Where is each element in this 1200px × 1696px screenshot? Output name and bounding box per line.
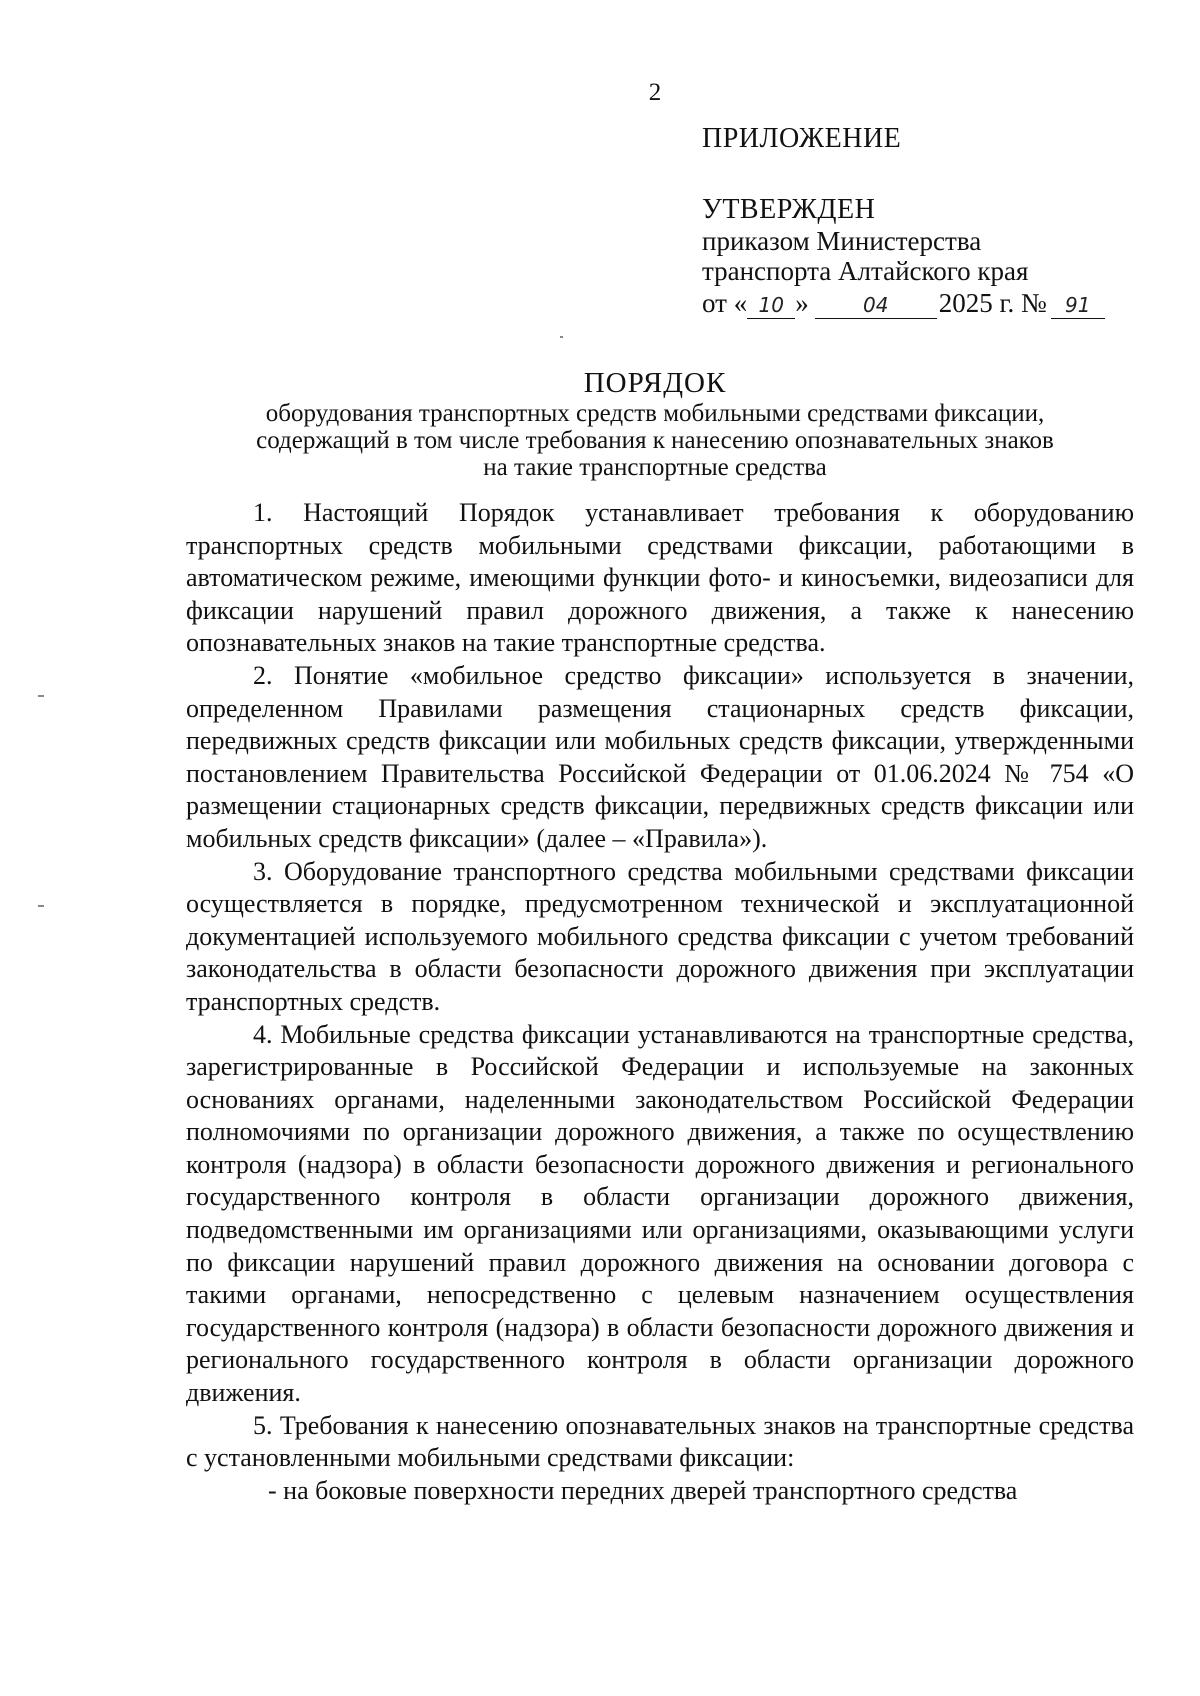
approval-line: транспорта Алтайского края: [702, 256, 1029, 286]
scan-speck: [38, 905, 44, 907]
document-heading: [180, 366, 1130, 481]
paragraph-2: 2. Понятие «мобильное средство фиксации» используется в значении, определенном Правилами размещения стационарных средств фиксации, передвижных средств фиксации или мобильных средств фиксации, утвержденными постановлением Правительства Российской Федерации от 01.06.2024 № 754 «О размещении стационарных средств фиксации, передвижных средств фиксации или мобильных средств фиксации» (далее – «Правила»).: [186, 660, 1134, 853]
document-subtitle-line: на такие транспортные средства: [483, 454, 827, 481]
paragraph-5: 5. Требования к нанесению опознавательных знаков на транспортные средства с установленными мобильными средствами фиксации:: [186, 1410, 1134, 1473]
handwritten-day: 10: [747, 292, 795, 319]
annex-label: ПРИЛОЖЕНИЕ: [702, 123, 902, 154]
document-body: [186, 497, 1134, 1507]
date-year-suffix: 2025 г. №: [938, 288, 1047, 318]
scan-speck: [560, 336, 563, 338]
approval-block: [702, 122, 1142, 320]
page-number: 2: [648, 79, 662, 106]
handwritten-order-number: 91: [1051, 292, 1105, 319]
paragraph-3: 3. Оборудование транспортного средства мобильными средствами фиксации осуществляется в порядке, предусмотренном технической и эксплуатационной документацией используемого мобильного средства фиксации с учетом требований законодательства в области безопасности дорожного движения при эксплуатации транспортных средств.: [186, 856, 1134, 1016]
approval-line: приказом Министерства: [702, 226, 982, 256]
date-close-quote: »: [795, 288, 809, 318]
scan-speck: [38, 695, 44, 697]
approved-label: УТВЕРЖДЕН: [702, 194, 876, 225]
date-prefix: от «: [702, 288, 748, 318]
handwritten-month: 04: [815, 292, 937, 319]
dash-list-item: - на боковые поверхности передних дверей транспортного средства: [268, 1475, 1018, 1505]
document-title: ПОРЯДОК: [583, 367, 727, 399]
paragraph-1: 1. Настоящий Порядок устанавливает требования к оборудованию транспортных средств мобильными средствами фиксации, работающими в автоматическом режиме, имеющими функции фото- и киносъемки, видеозаписи для фиксации нарушений правил дорожного движения, а также к нанесению опознавательных знаков на такие транспортные средства.: [186, 498, 1134, 658]
approval-date-line: [702, 286, 1142, 320]
document-subtitle-line: оборудования транспортных средств мобильными средствами фиксации,: [265, 400, 1045, 427]
document-subtitle-line: содержащий в том числе требования к нанесению опознавательных знаков: [256, 427, 1054, 454]
paragraph-4: 4. Мобильные средства фиксации устанавливаются на транспортные средства, зарегистрированные в Российской Федерации и используемые на законных основаниях органами, наделенными законодательством Российской Федерации полномочиями по организации дорожного движения, а также по осуществлению контроля (надзора) в области безопасности дорожного движения и регионального государственного контроля в области организации дорожного движения, подведомственными им организациями или организациями, оказывающими услуги по фиксации нарушений правил дорожного движения на основании договора с такими органами, непосредственно с целевым назначением осуществления государственного контроля (надзора) в области безопасности дорожного движения и регионального государственного контроля в области организации дорожного движения.: [186, 1019, 1134, 1408]
